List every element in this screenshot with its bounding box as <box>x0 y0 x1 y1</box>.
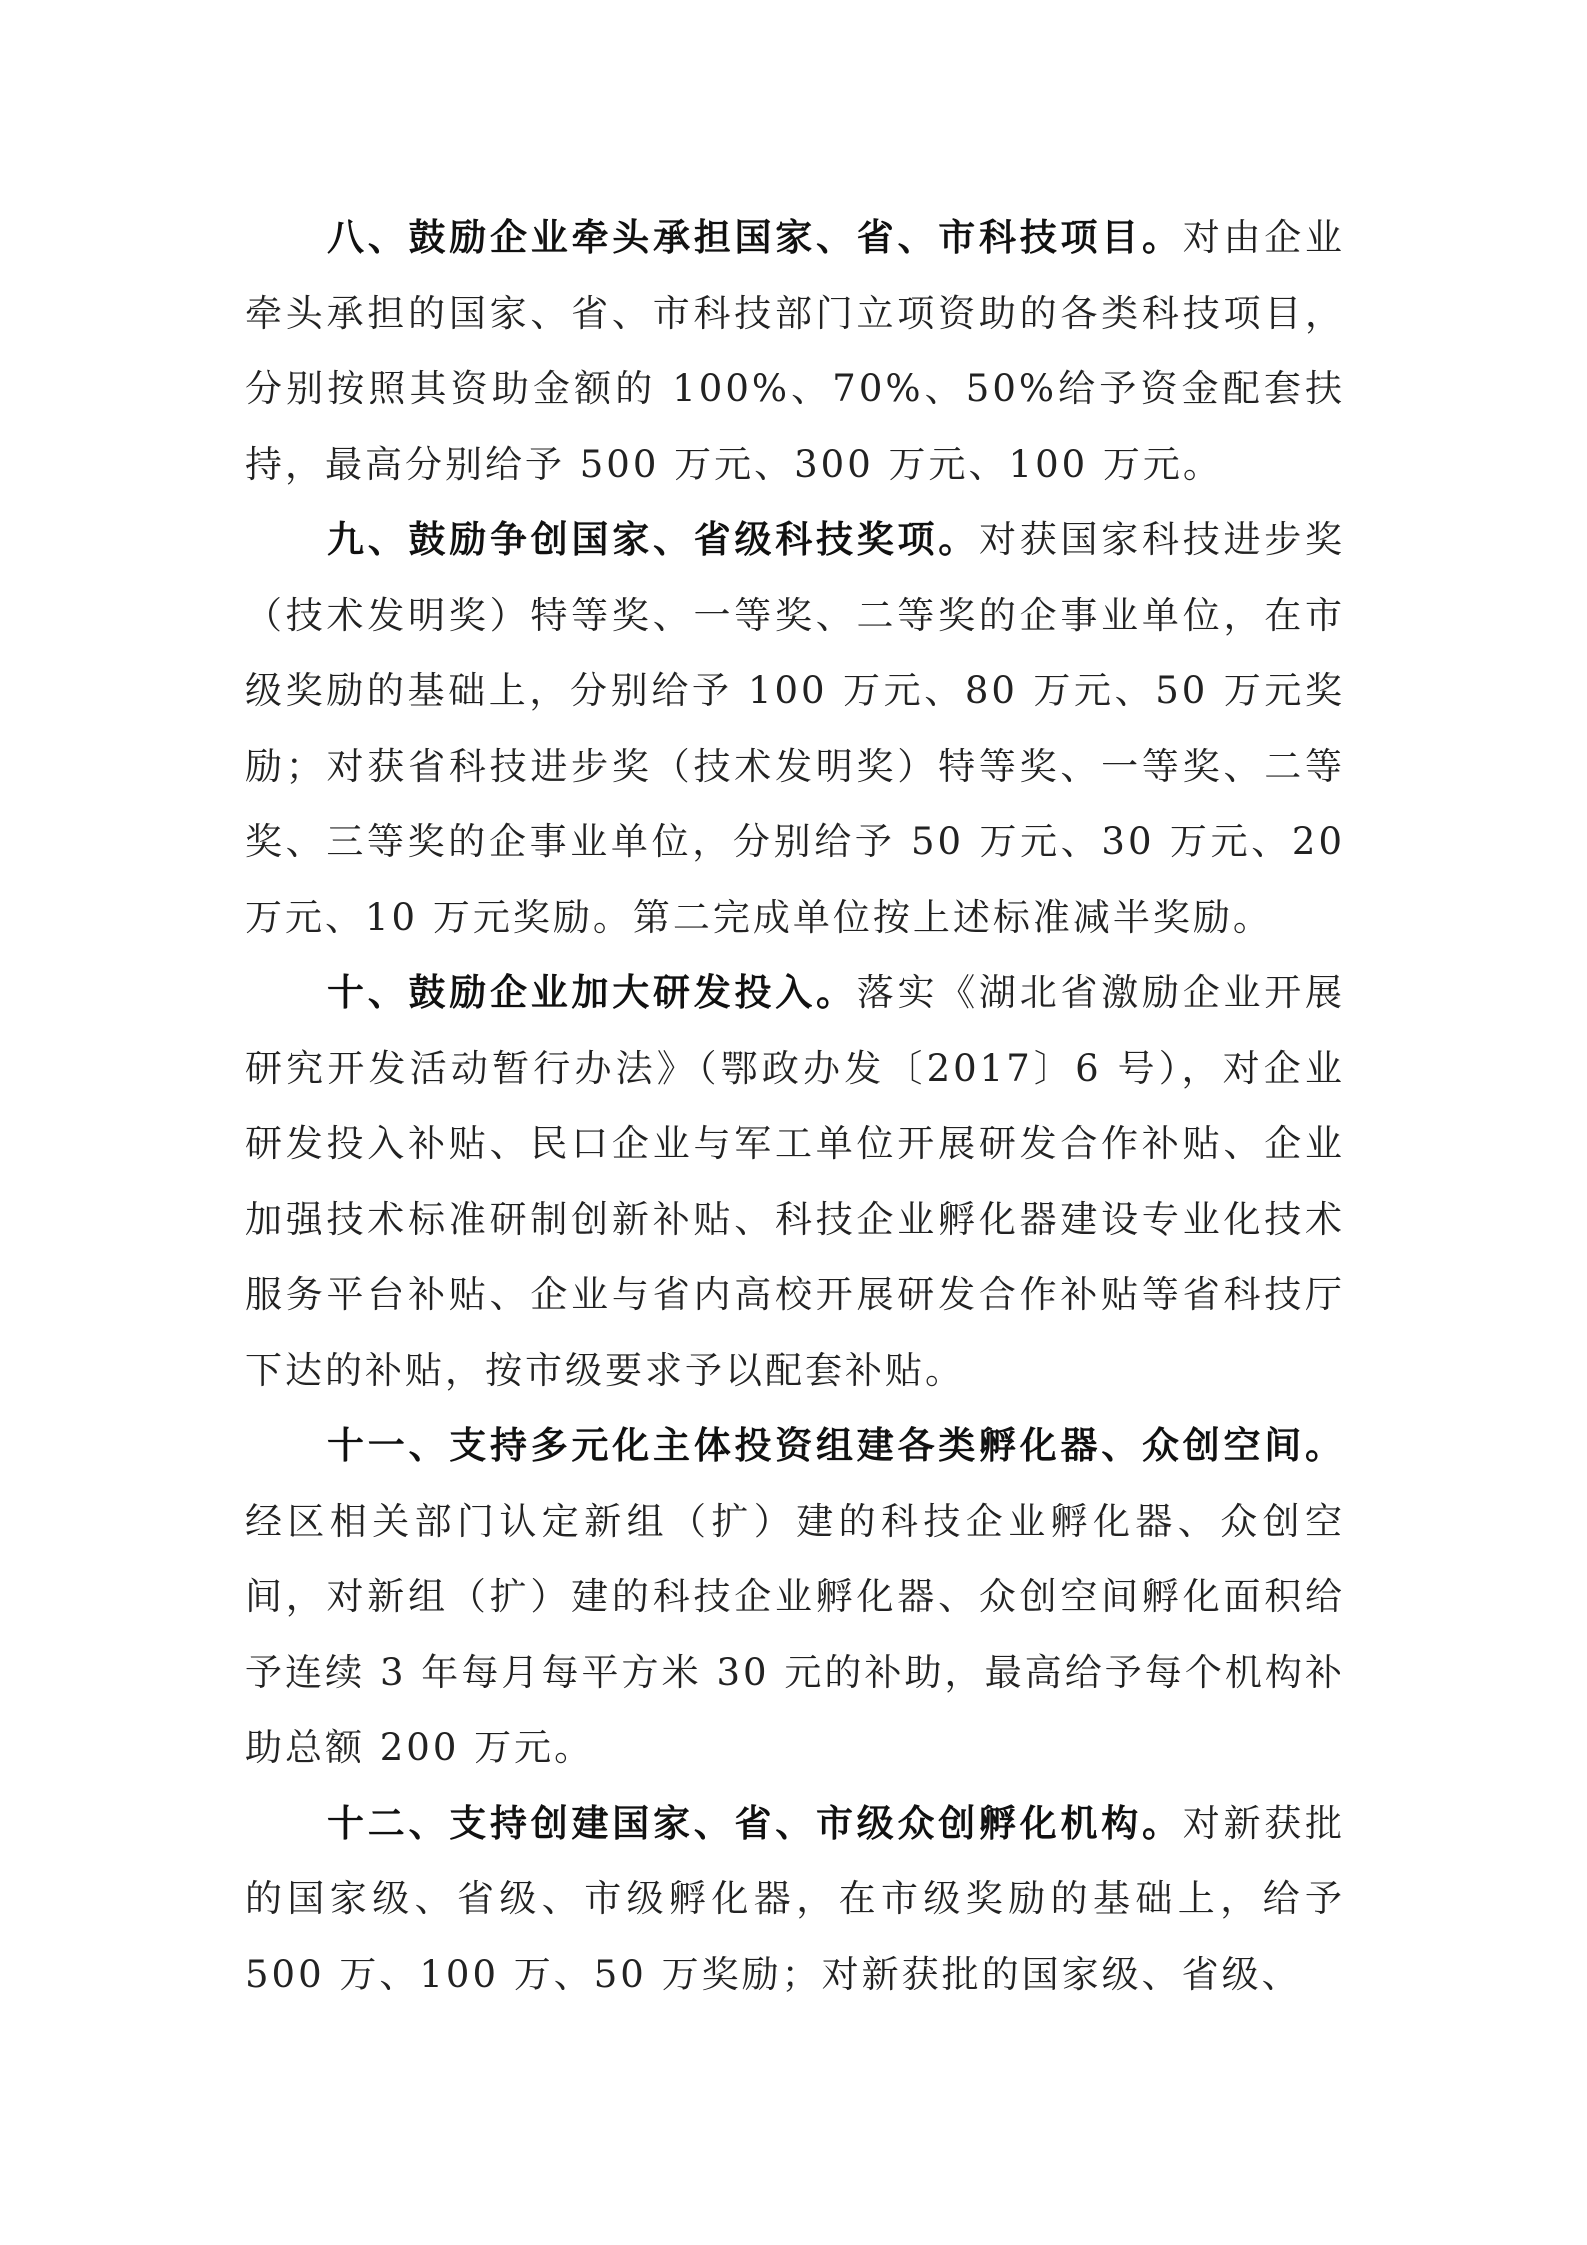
paragraph-item-11 <box>245 1408 1345 1786</box>
paragraph-item-8 <box>245 200 1345 502</box>
paragraph-body: 经区相关部门认定新组（扩）建的科技企业孵化器、众创空间，对新组（扩）建的科技企业孵化器、众创空间孵化面积给予连续 3 年每月每平方米 30 元的补助，最高给予每个机构补助总额 200 万元。 <box>245 1499 1345 1769</box>
paragraph-heading: 十二、支持创建国家、省、市级众创孵化机构。 <box>327 1801 1183 1845</box>
paragraph-item-12 <box>245 1786 1345 2013</box>
paragraph-heading: 八、鼓励企业牵头承担国家、省、市科技项目。 <box>327 216 1183 259</box>
paragraph-heading: 十、鼓励企业加大研发投入。 <box>327 971 857 1014</box>
paragraph-body: 对获国家科技进步奖（技术发明奖）特等奖、一等奖、二等奖的企事业单位，在市级奖励的基础上，分别给予 100 万元、80 万元、50 万元奖励；对获省科技进步奖（技术发明奖）特等奖、一等奖、二等奖、三等奖的企事业单位，分别给予 50 万元、30 万元、20 万元、10 万元奖励。第二完成单位按上述标准减半奖励。 <box>245 518 1345 939</box>
paragraph-heading: 十一、支持多元化主体投资组建各类孵化器、众创空间。 <box>327 1424 1345 1467</box>
paragraph-heading: 九、鼓励争创国家、省级科技奖项。 <box>327 518 979 561</box>
paragraph-item-10 <box>245 955 1345 1408</box>
paragraph-body: 对由企业牵头承担的国家、省、市科技部门立项资助的各类科技项目，分别按照其资助金额的 100%、70%、50%给予资金配套扶持，最高分别给予 500 万元、300 万元、100 万元。 <box>245 216 1345 486</box>
document-body <box>245 200 1345 2012</box>
paragraph-item-9 <box>245 502 1345 955</box>
paragraph-body: 对新获批的国家级、省级、市级孵化器，在市级奖励的基础上，给予 500 万、100 万、50 万奖励；对新获批的国家级、省级、 <box>245 1801 1345 1996</box>
paragraph-body: 落实《湖北省激励企业开展研究开发活动暂行办法》（鄂政办发〔2017〕6 号），对企业研发投入补贴、民口企业与军工单位开展研发合作补贴、企业加强技术标准研制创新补贴、科技企业孵化器建设专业化技术服务平台补贴、企业与省内高校开展研发合作补贴等省科技厅下达的补贴，按市级要求予以配套补贴。 <box>245 971 1345 1392</box>
